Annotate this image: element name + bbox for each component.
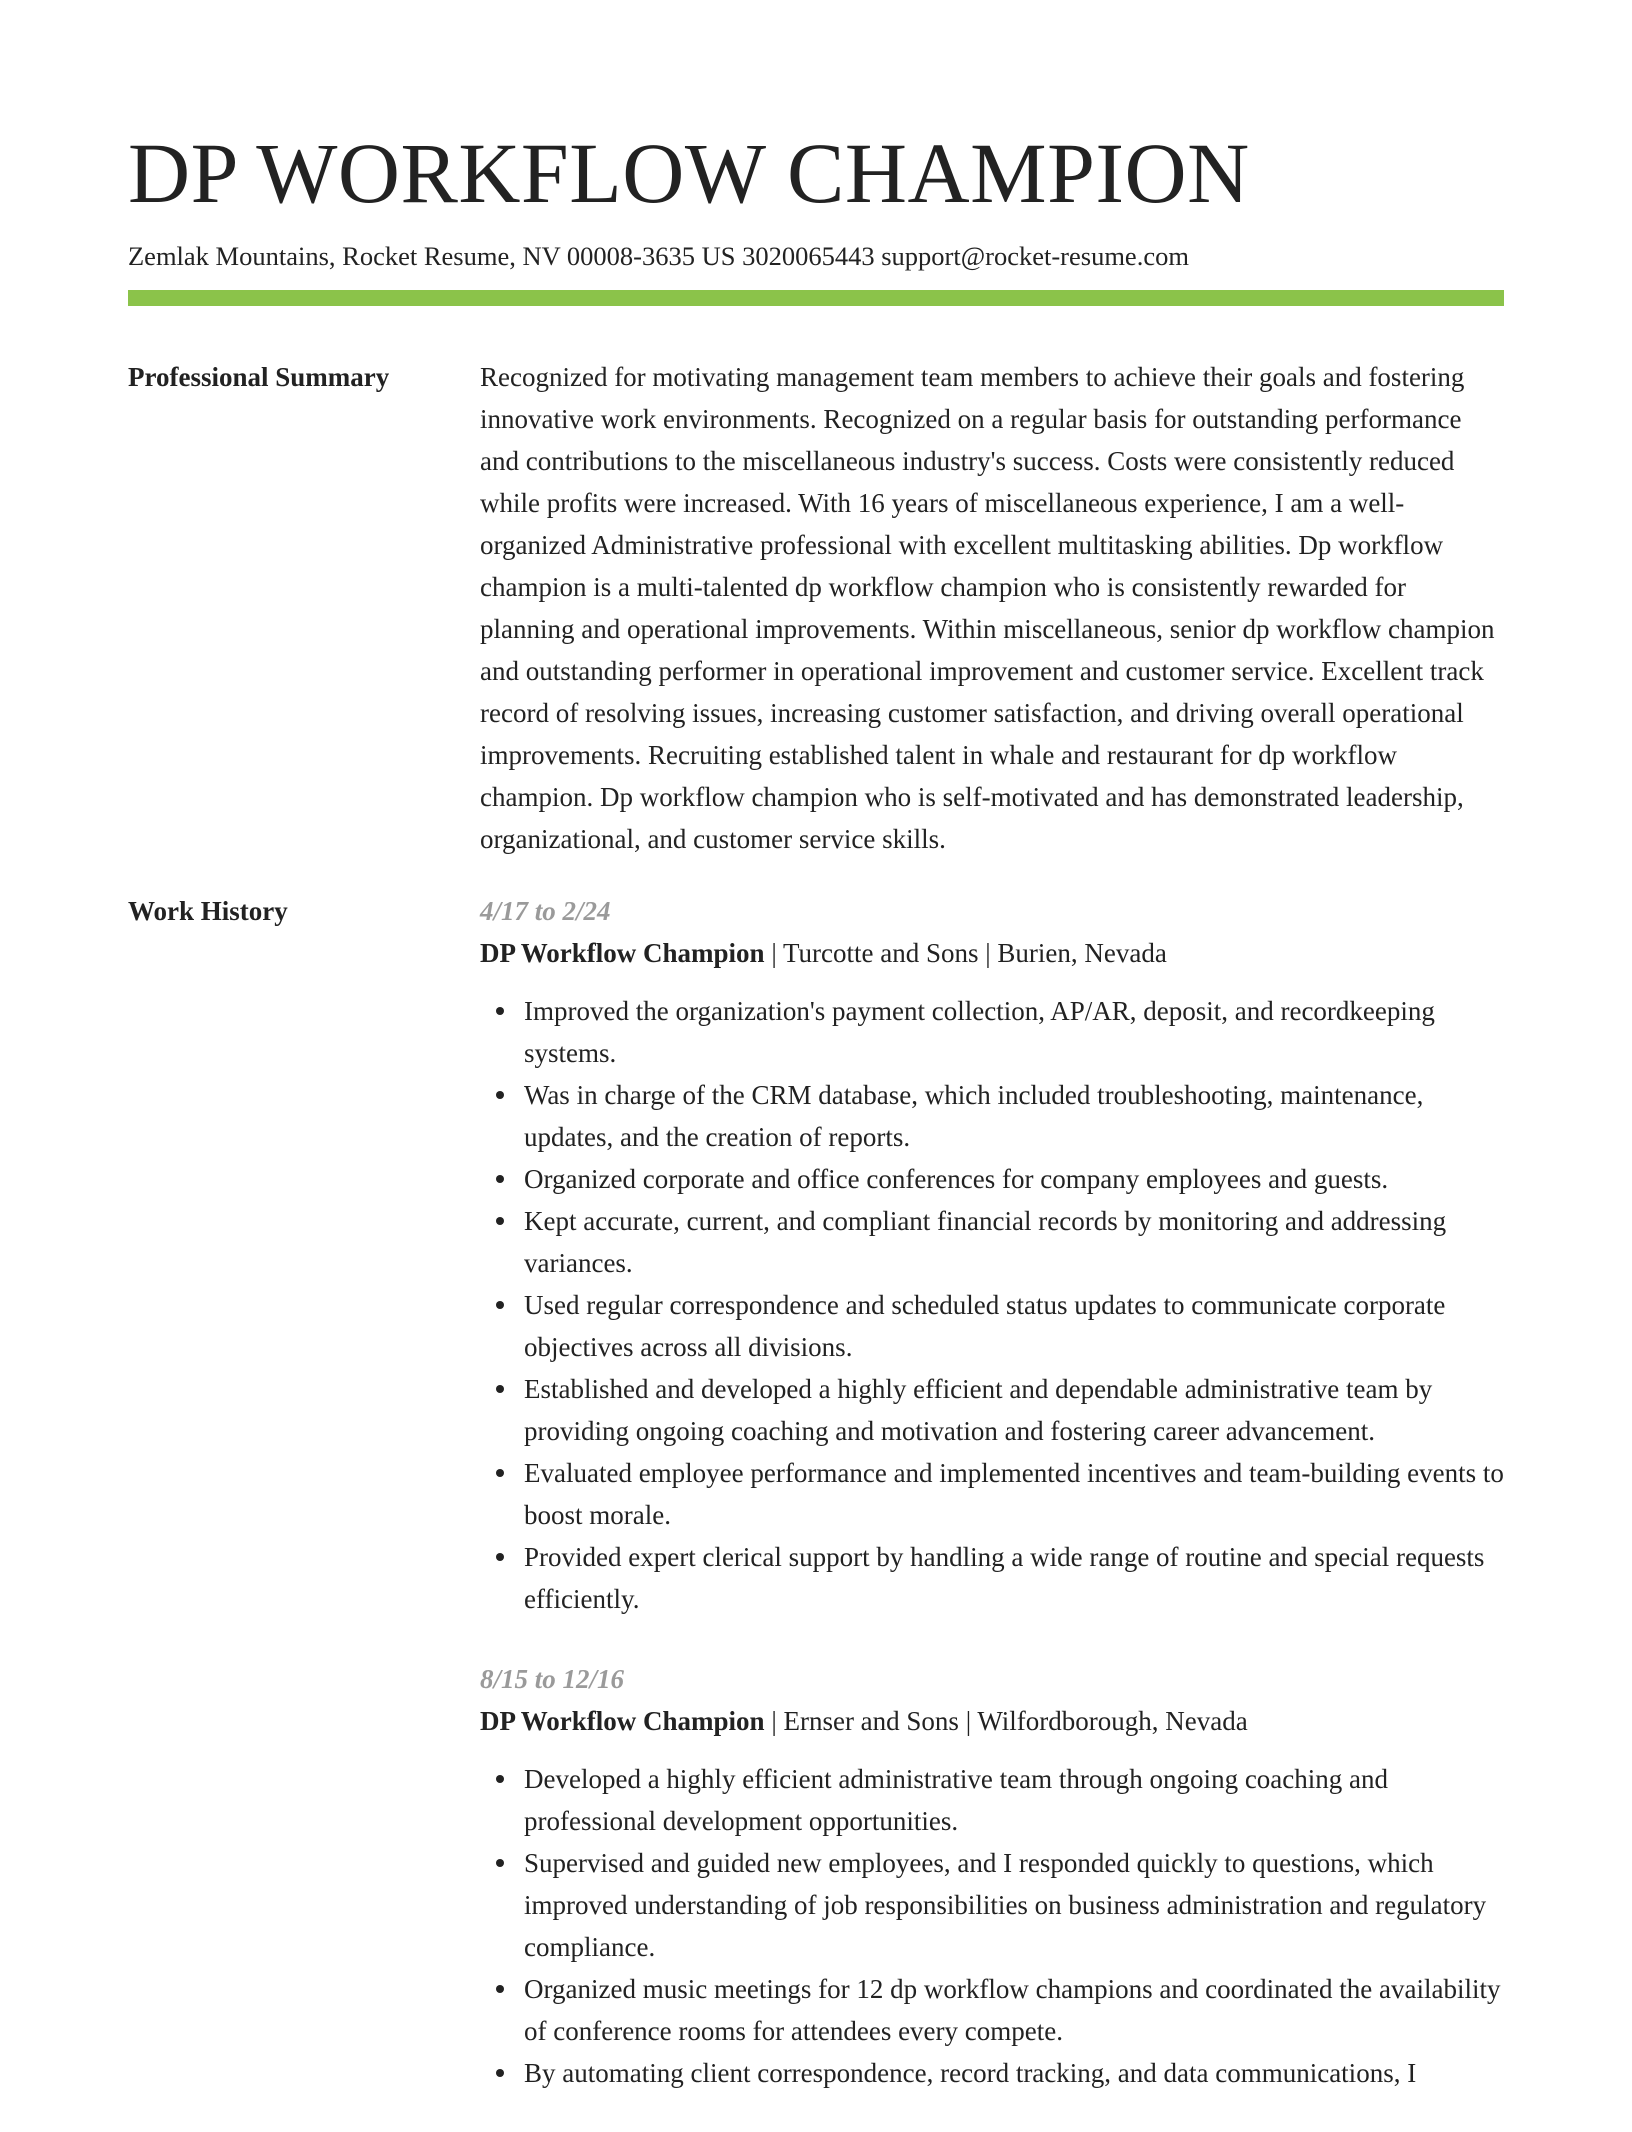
summary-text: Recognized for motivating management team members to achieve their goals and fostering innovative work environments. Recognized on a regular basis for outstanding performance and contributions to the miscellaneous industry's success. Costs were consistently reduced while profits were increased. With 16 years of miscellaneous experience, I am a well-organized Administrative professional with excellent multitasking abilities. Dp workflow champion is a multi-talented dp workflow champion who is consistently rewarded for planning and operational improvements. Within miscellaneous, senior dp workflow champion and outstanding performer in operational improvement and customer service. Excellent track record of resolving issues, increasing customer satisfaction, and driving overall operational improvements. Recruiting established talent in whale and restaurant for dp workflow champion. Dp workflow champion who is self-motivated and has demonstrated leadership, organizational, and customer service skills. (480, 362, 1495, 854)
list-item: Established and developed a highly efficient and dependable administrative team by providing ongoing coaching and motivation and fostering career advancement. (524, 1368, 1504, 1452)
job-bullets (480, 1758, 1504, 2094)
section-body (480, 356, 1504, 860)
list-item: Organized music meetings for 12 dp workflow champions and coordinated the availability of conference rooms for attendees every compete. (524, 1968, 1504, 2052)
job-company: Turcotte and Sons (782, 938, 979, 968)
work-history-list (480, 890, 1504, 2132)
list-item: Evaluated employee performance and implemented incentives and team-building events to boost morale. (524, 1452, 1504, 1536)
resume-name: DP WORKFLOW CHAMPION (128, 125, 1250, 221)
contact-line: Zemlak Mountains, Rocket Resume, NV 00008-3635 US 3020065443 support@rocket-resume.com (128, 241, 1189, 271)
job-entry (480, 1658, 1504, 2094)
list-item: Provided expert clerical support by handling a wide range of routine and special requests efficiently. (524, 1536, 1504, 1620)
list-item: Supervised and guided new employees, and I responded quickly to questions, which improved understanding of job responsibilities on business administration and regulatory compliance. (524, 1842, 1504, 1968)
list-item: Organized corporate and office conferences for company employees and guests. (524, 1158, 1504, 1200)
separator: | (764, 938, 783, 968)
job-heading (480, 932, 1504, 974)
separator: | (958, 1706, 978, 1736)
list-item: Improved the organization's payment collection, AP/AR, deposit, and recordkeeping systems. (524, 990, 1504, 1074)
resume-page (128, 118, 1504, 2132)
list-item: Developed a highly efficient administrative team through ongoing coaching and professional development opportunities. (524, 1758, 1504, 1842)
work-history-section (128, 890, 1504, 2132)
job-title: DP Workflow Champion (480, 938, 765, 968)
job-heading (480, 1700, 1504, 1742)
job-company: Ernser and Sons (783, 1706, 959, 1736)
job-entry (480, 890, 1504, 1620)
separator: | (978, 938, 998, 968)
separator: | (764, 1706, 784, 1736)
job-location: Burien, Nevada (997, 938, 1167, 968)
job-title: DP Workflow Champion (480, 1706, 765, 1736)
section-label: Professional Summary (128, 362, 390, 392)
list-item: Used regular correspondence and scheduled status updates to communicate corporate objectives across all divisions. (524, 1284, 1504, 1368)
professional-summary-section (128, 356, 1504, 860)
section-label: Work History (128, 896, 288, 926)
header-divider (128, 290, 1504, 306)
job-dates: 4/17 to 2/24 (480, 896, 611, 926)
job-location: Wilfordborough, Nevada (977, 1706, 1248, 1736)
list-item: Kept accurate, current, and compliant financial records by monitoring and addressing variances. (524, 1200, 1504, 1284)
list-item: Was in charge of the CRM database, which included troubleshooting, maintenance, updates, and the creation of reports. (524, 1074, 1504, 1158)
job-bullets (480, 990, 1504, 1620)
job-dates: 8/15 to 12/16 (480, 1664, 625, 1694)
list-item: By automating client correspondence, record tracking, and data communications, I (524, 2052, 1504, 2094)
